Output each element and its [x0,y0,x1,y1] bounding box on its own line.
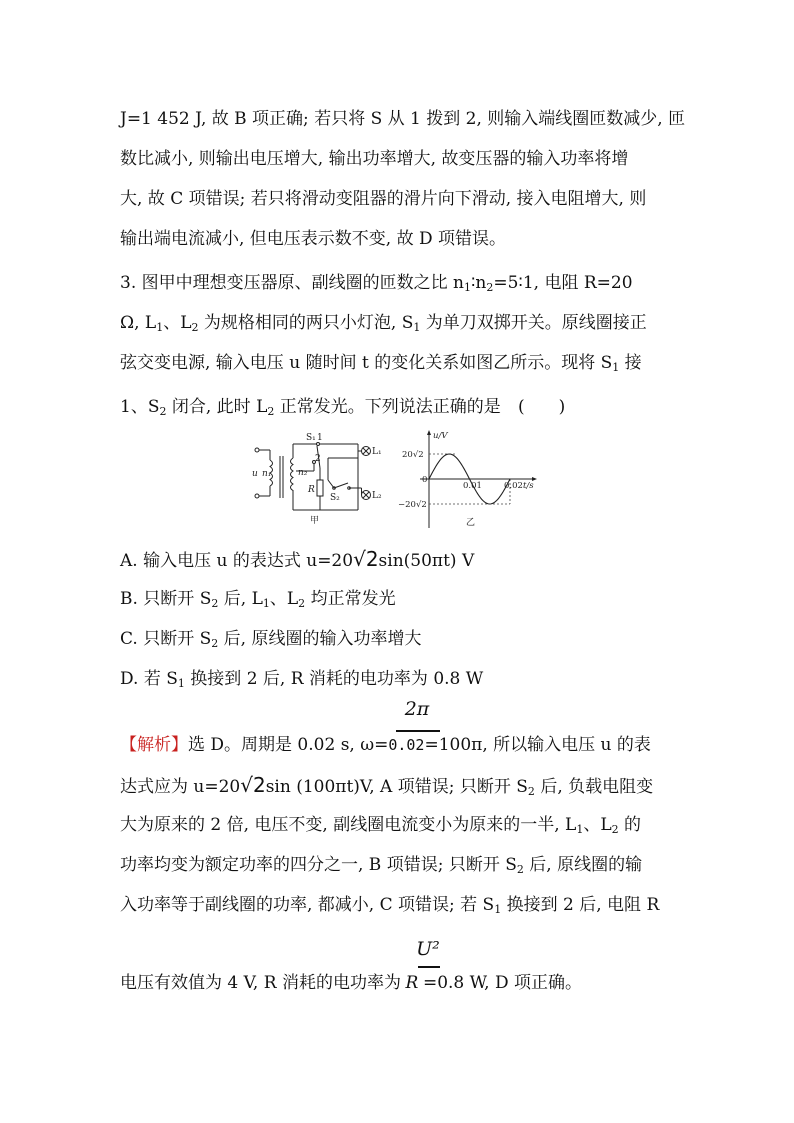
analysis-line-6: 电压有效值为 4 V, R 消耗的电功率为 R =0.8 W, D 项正确。 [120,973,582,993]
option-b: B. 只断开 $S_2$ 后, $L_1$、$L_2$ 均正常发光 [120,589,396,610]
question-line-1: 3. 图甲中理想变压器原、副线圈的匝数之比 $n_1∶n_2=5∶1$, 电阻 R=20 [120,273,633,294]
intro-line-2: 数比减小, 则输出电压增大, 输出功率增大, 故变压器的输入功率将增 [120,149,629,169]
intro-line-1: J=1 452 J, 故 B 项正确; 若只将 S 从 1 拨到 2, 则输入端线圈匝数减少, 匝 [120,109,686,129]
question-line-2: Ω, $L_1$、$L_2$ 为规格相同的两只小灯泡, $S_1$ 为单刀双掷开关。原线圈接正 [120,313,647,334]
circuit-diagram [255,443,371,511]
answer-blank: ( ) [518,397,566,417]
label-l2: L₂ [372,491,382,501]
intro-line-4: 输出端电流减小, 但电压表示数不变, 故 D 项错误。 [120,229,507,249]
xtick-2: 0.02 [504,481,523,491]
fraction-2-numerator: U² [416,938,440,960]
label-u: u [252,469,258,479]
analysis-line-4: 功率均变为额定功率的四分之一, B 项错误; 只断开 $S_2$ 后, 原线圈的输 [120,855,643,876]
voltage-graph [398,430,537,528]
fraction-1-numerator: 2π [404,698,430,720]
label-l1: L₁ [372,447,382,457]
label-n2: n₂ [298,468,308,478]
option-c: C. 只断开 $S_2$ 后, 原线圈的输入功率增大 [120,629,422,650]
analysis-line-1: 【解析】选 D。周期是 0.02 s, ω=0.02=100π, 所以输入电压 u 的表 [120,735,651,755]
graph-caption: 乙 [466,518,476,528]
analysis-line-5: 入功率等于副线圈的功率, 都减小, C 项错误; 若 $S_1$ 换接到 2 后, 电阻 R [120,895,660,916]
option-a: A. 输入电压 u 的表达式 u=20√2sin(50πt) V [120,547,475,571]
secondary-coil [291,458,294,491]
intro-line-3: 大, 故 C 项错误; 若只将滑动变阻器的滑片向下滑动, 接入电阻增大, 则 [120,189,647,209]
graph-ylabel: u/V [433,431,448,441]
analysis-tag: 【解析】 [120,735,188,755]
graph-xlabel: t/s [523,481,534,491]
label-2: 2 [315,454,321,464]
label-s1: S₁ [306,433,316,443]
input-terminal-bottom [255,494,259,498]
option-d: D. 若 $S_1$ 换接到 2 后, R 消耗的电功率为 0.8 W [120,669,484,690]
graph-origin: 0 [422,475,428,485]
ytick-top: 20√2 [402,450,424,460]
analysis-line-3: 大为原来的 2 倍, 电压不变, 副线圈电流变小为原来的一半, $L_1$、$L_2$ 的 [120,815,642,836]
input-terminal-top [255,448,259,452]
resistor-r [317,480,323,496]
switch-s2 [334,483,348,488]
label-r: R [308,485,315,495]
label-n1: n₁ [262,469,272,479]
label-s2: S₂ [330,493,340,503]
question-line-3: 弦交变电源, 输入电压 u 随时间 t 的变化关系如图乙所示。现将 $S_1$ 接 [120,353,642,374]
ytick-bottom: −20√2 [398,500,427,510]
fraction-2-bar [418,966,440,968]
question-figure [248,428,548,532]
analysis-line-2: 达式应为 u=20√2sin (100πt)V, A 项错误; 只断开 $S_2$ 后, 负载电阻变 [120,773,654,798]
circuit-caption: 甲 [310,516,320,526]
fraction-1-bar [396,730,440,732]
question-line-4: 1、$S_2$ 闭合, 此时 $L_2$ 正常发光。下列说法正确的是 ( ) [120,397,566,418]
xtick-1: 0.01 [463,481,482,491]
label-1: 1 [317,433,323,443]
